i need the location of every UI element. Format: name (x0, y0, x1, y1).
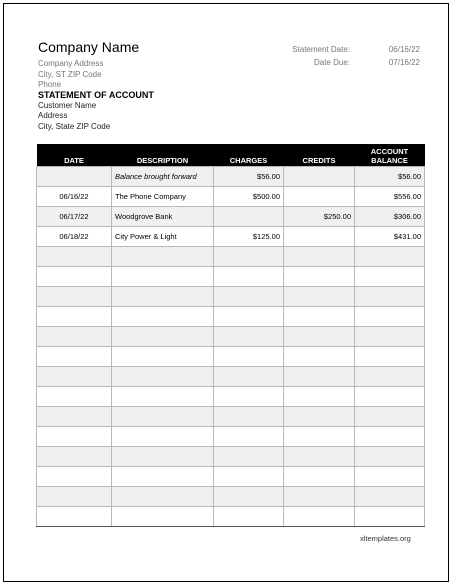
cell-description: Woodgrove Bank (112, 207, 214, 227)
cell-credits (284, 227, 355, 247)
cell-balance (355, 467, 425, 487)
statement-title: STATEMENT OF ACCOUNT (38, 90, 154, 100)
cell-balance (355, 367, 425, 387)
table-row (37, 507, 425, 527)
footer-site: xltemplates.org (360, 534, 411, 543)
cell-date (37, 267, 112, 287)
cell-credits (284, 387, 355, 407)
cell-charges (214, 487, 284, 507)
cell-date (37, 467, 112, 487)
cell-date (37, 507, 112, 527)
cell-charges (214, 207, 284, 227)
table-row (37, 487, 425, 507)
cell-date: 06/17/22 (37, 207, 112, 227)
cell-description: Balance brought forward (112, 167, 214, 187)
cell-date (37, 427, 112, 447)
cell-credits (284, 347, 355, 367)
cell-description (112, 247, 214, 267)
header-balance-line1: ACCOUNT (370, 147, 409, 156)
cell-charges (214, 407, 284, 427)
table-row (37, 467, 425, 487)
cell-charges: $125.00 (214, 227, 284, 247)
header-date: DATE (37, 144, 112, 167)
cell-credits (284, 467, 355, 487)
cell-description: City Power & Light (112, 227, 214, 247)
cell-date (37, 307, 112, 327)
table-row (37, 327, 425, 347)
cell-credits (284, 367, 355, 387)
table-row (37, 247, 425, 267)
cell-charges (214, 327, 284, 347)
cell-date: 06/16/22 (37, 187, 112, 207)
table-row (37, 307, 425, 327)
table-row (37, 447, 425, 467)
date-due-value: 07/16/22 (388, 58, 420, 67)
company-phone: Phone (38, 80, 62, 89)
customer-name: Customer Name (38, 101, 97, 110)
table-row (37, 207, 425, 227)
header-description: DESCRIPTION (112, 144, 214, 167)
cell-credits (284, 507, 355, 527)
cell-description (112, 507, 214, 527)
cell-credits (284, 407, 355, 427)
cell-description (112, 387, 214, 407)
company-name: Company Name (38, 39, 140, 55)
cell-credits (284, 167, 355, 187)
cell-description (112, 347, 214, 367)
table-row (37, 407, 425, 427)
header-credits: CREDITS (284, 144, 355, 167)
cell-balance (355, 407, 425, 427)
cell-description (112, 447, 214, 467)
cell-balance (355, 247, 425, 267)
cell-charges (214, 427, 284, 447)
customer-address: Address (38, 111, 68, 120)
table-row (37, 367, 425, 387)
table-header-row (37, 144, 425, 167)
table-row (37, 187, 425, 207)
cell-credits: $250.00 (284, 207, 355, 227)
cell-balance (355, 387, 425, 407)
table-body (37, 167, 425, 527)
cell-balance: $556.00 (355, 187, 425, 207)
cell-description (112, 407, 214, 427)
cell-credits (284, 187, 355, 207)
cell-credits (284, 287, 355, 307)
cell-balance (355, 427, 425, 447)
cell-balance: $306.00 (355, 207, 425, 227)
company-address: Company Address (38, 59, 104, 68)
customer-city: City, State ZIP Code (38, 122, 111, 131)
cell-balance (355, 307, 425, 327)
cell-date: 06/18/22 (37, 227, 112, 247)
cell-balance: $56.00 (355, 167, 425, 187)
cell-charges (214, 287, 284, 307)
cell-charges (214, 447, 284, 467)
cell-credits (284, 247, 355, 267)
cell-date (37, 367, 112, 387)
company-city: City, ST ZIP Code (38, 70, 102, 79)
cell-credits (284, 307, 355, 327)
cell-balance (355, 287, 425, 307)
header-balance (355, 144, 425, 167)
cell-credits (284, 447, 355, 467)
cell-credits (284, 327, 355, 347)
cell-date (37, 487, 112, 507)
cell-balance (355, 347, 425, 367)
cell-date (37, 447, 112, 467)
cell-date (37, 287, 112, 307)
cell-date (37, 247, 112, 267)
cell-description (112, 487, 214, 507)
cell-balance (355, 507, 425, 527)
cell-credits (284, 427, 355, 447)
cell-charges (214, 267, 284, 287)
cell-description (112, 367, 214, 387)
table-row (37, 267, 425, 287)
date-due-label: Date Due: (313, 58, 350, 67)
cell-credits (284, 267, 355, 287)
cell-balance (355, 487, 425, 507)
cell-date (37, 327, 112, 347)
cell-date (37, 347, 112, 367)
table-row (37, 427, 425, 447)
cell-charges (214, 247, 284, 267)
cell-description (112, 267, 214, 287)
cell-date (37, 167, 112, 187)
cell-date (37, 387, 112, 407)
cell-description (112, 327, 214, 347)
cell-description (112, 307, 214, 327)
cell-description (112, 287, 214, 307)
cell-balance (355, 327, 425, 347)
statement-date-label: Statement Date: (292, 45, 350, 54)
table-row (37, 287, 425, 307)
statement-table (36, 144, 425, 527)
table-row (37, 387, 425, 407)
cell-credits (284, 487, 355, 507)
statement-date-value: 06/16/22 (388, 45, 420, 54)
cell-charges (214, 507, 284, 527)
statement-page (3, 3, 449, 582)
table-row (37, 227, 425, 247)
cell-charges (214, 307, 284, 327)
cell-charges (214, 387, 284, 407)
header-balance-line2: BALANCE (371, 156, 408, 165)
cell-description (112, 467, 214, 487)
cell-charges (214, 367, 284, 387)
cell-balance: $431.00 (355, 227, 425, 247)
cell-charges: $56.00 (214, 167, 284, 187)
table-row (37, 167, 425, 187)
cell-charges (214, 467, 284, 487)
cell-description: The Phone Company (112, 187, 214, 207)
cell-description (112, 427, 214, 447)
cell-date (37, 407, 112, 427)
header-charges: CHARGES (214, 144, 284, 167)
cell-charges (214, 347, 284, 367)
table-row (37, 347, 425, 367)
cell-charges: $500.00 (214, 187, 284, 207)
cell-balance (355, 267, 425, 287)
cell-balance (355, 447, 425, 467)
